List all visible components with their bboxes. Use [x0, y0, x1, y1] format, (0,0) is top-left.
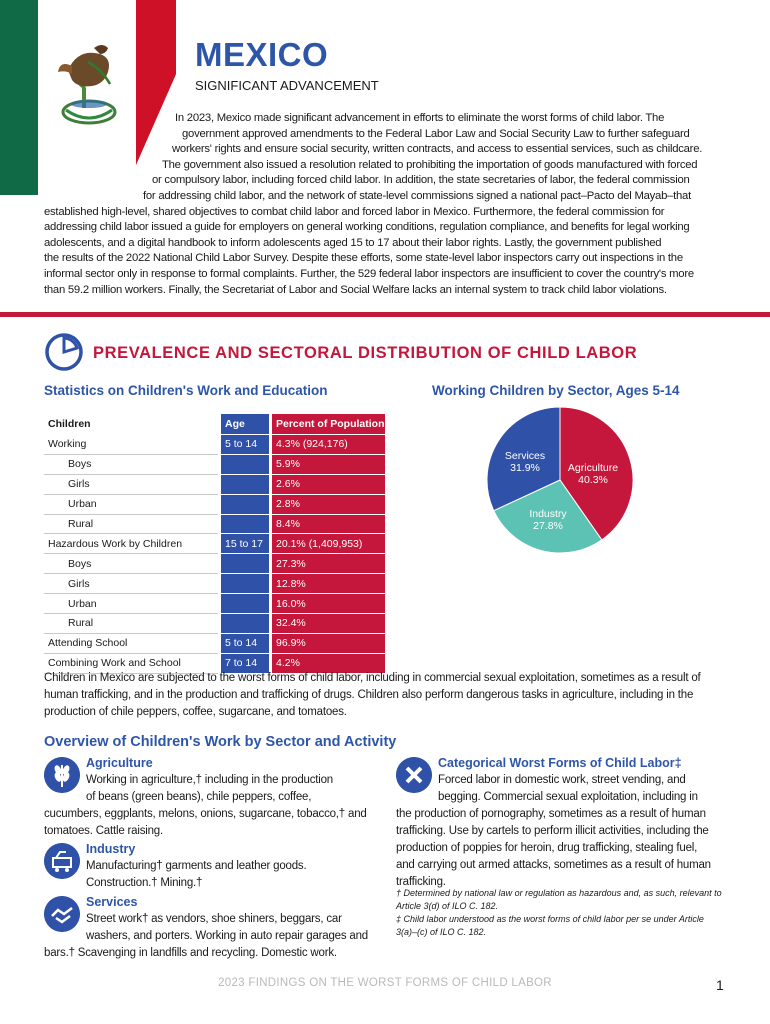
row-percent: 12.8% [272, 574, 385, 594]
services-label: Services [86, 895, 138, 909]
row-label: Hazardous Work by Children [44, 534, 218, 554]
row-label: Working [44, 435, 218, 455]
intro-line: informal sector only in response to formal complaints. Further, the 529 federal labor inspectors are insufficient to cover the country's more [44, 267, 694, 280]
footnote-line: ‡ Child labor understood as the worst forms of child labor per se under Article [396, 914, 704, 924]
row-age [221, 594, 269, 614]
x-mark-icon [396, 757, 432, 793]
table-row [44, 435, 385, 455]
intro-line: government approved amendments to the Federal Labor Law and Social Security Law to further safeguard [182, 127, 690, 140]
table-row [44, 534, 385, 554]
table-row [44, 514, 385, 534]
table-row [44, 574, 385, 594]
row-label: Girls [44, 474, 218, 494]
footnotes [396, 887, 726, 939]
agriculture-line: tomatoes. Cattle raising. [44, 825, 164, 837]
section-divider [0, 312, 770, 317]
services-line: bars.† Scavenging in landfills and recycling. Domestic work. [44, 947, 337, 959]
industry-label: Industry [86, 842, 136, 856]
row-age: 15 to 17 [221, 534, 269, 554]
table-row [44, 614, 385, 634]
row-percent: 96.9% [272, 633, 385, 653]
row-percent: 16.0% [272, 594, 385, 614]
row-label: Combining Work and School [44, 653, 218, 673]
agriculture-line: cucumbers, eggplants, melons, onions, sugarcane, tobacco,† and [44, 808, 367, 820]
factory-cart-icon [44, 843, 80, 879]
agriculture-line: Working in agriculture,† including in the production [86, 774, 334, 786]
row-percent: 5.9% [272, 454, 385, 474]
intro-line: adolescents, and a digital handbook to inform adolescents aged 15 to 17 about their labor rights. Lastly, the government published [44, 236, 662, 249]
row-label: Girls [44, 574, 218, 594]
categorical-label: Categorical Worst Forms of Child Labor‡ [438, 756, 682, 770]
row-percent: 4.2% [272, 653, 385, 673]
column-header-age: Age [221, 414, 269, 435]
pie-chart-title: Working Children by Sector, Ages 5-14 [432, 383, 680, 398]
table-row [44, 494, 385, 514]
table-row [44, 474, 385, 494]
intro-paragraph [44, 111, 724, 298]
country-title: MEXICO [195, 36, 329, 73]
overview-title: Overview of Children's Work by Sector and Activity [44, 734, 397, 750]
industry-line: Manufacturing† garments and leather goods. [86, 860, 307, 872]
intro-line: addressing child labor issued a guide for employers on general working conditions, regulation compliance, and benefits for legal working [44, 221, 690, 234]
categorical-line: the production of pornography, sometimes as a result of human [396, 808, 706, 820]
row-age [221, 614, 269, 634]
intro-line: In 2023, Mexico made significant advancement in efforts to eliminate the worst forms of child labor. The [175, 112, 665, 124]
categorical-line: and carrying out armed attacks, sometimes as a result of human [396, 859, 711, 871]
categorical-line: begging. Commercial sexual exploitation, including in [438, 791, 698, 803]
row-label: Boys [44, 454, 218, 474]
report-footer: 2023 FINDINGS ON THE WORST FORMS OF CHILD LABOR [218, 977, 552, 989]
table-row [44, 454, 385, 474]
row-age [221, 494, 269, 514]
categorical-line: trafficking. [396, 876, 446, 888]
intro-line: or compulsory labor, including forced child labor. In addition, the state secretaries of labor, the federal commission [152, 174, 690, 187]
row-percent: 8.4% [272, 514, 385, 534]
intro-line: the results of the 2022 National Child Labor Survey. Despite these efforts, some state-level labor inspectors carry out inspections in the [44, 252, 683, 265]
page-number: 1 [716, 977, 724, 993]
table-header-row [44, 414, 385, 435]
table-row [44, 554, 385, 574]
statistics-table [44, 414, 385, 674]
pie-label-industry: Industry [529, 508, 567, 520]
pie-label-agriculture: Agriculture [567, 462, 619, 474]
worst-forms-paragraph: Children in Mexico are subjected to the worst forms of child labor, including in commercial sexual exploitation, sometimes as a result of human trafficking, and in the production and trafficking of drugs. Children also perform dangerous tasks in agriculture, including in the production of chile peppers, coffee, sugarcane, and tomatoes. [44, 672, 701, 718]
row-age [221, 554, 269, 574]
footnote-line: † Determined by national law or regulation as hazardous and, as such, relevant to [396, 888, 722, 898]
footnote-line: Article 3(d) of ILO C. 182. [396, 901, 499, 911]
row-age [221, 574, 269, 594]
services-line: Street work† as vendors, shoe shiners, beggars, car [86, 913, 342, 925]
column-header-children: Children [48, 418, 91, 431]
pie-chart-icon [44, 332, 84, 372]
row-age [221, 514, 269, 534]
row-percent: 4.3% (924,176) [272, 435, 385, 455]
row-age: 7 to 14 [221, 653, 269, 673]
handshake-icon [44, 896, 80, 932]
row-label: Boys [44, 554, 218, 574]
categorical-line: production of poppies for heroin, drug trafficking, stealing fuel, [396, 842, 698, 854]
intro-line: established high-level, shared objectives to combat child labor and forced labor in Mexico. Furthermore, the federal commission for [44, 205, 665, 218]
pie-value-agriculture: 40.3% [578, 474, 608, 486]
pie-value-industry: 27.8% [533, 520, 563, 532]
pie-value-services: 31.9% [510, 462, 540, 474]
categorical-line: trafficking. Use by cartels to perform illicit activities, including the [396, 825, 709, 837]
row-percent: 2.8% [272, 494, 385, 514]
sector-pie-chart [485, 405, 635, 555]
row-label: Attending School [44, 633, 218, 653]
prevalence-section-title: PREVALENCE AND SECTORAL DISTRIBUTION OF CHILD LABOR [93, 344, 638, 362]
table-row [44, 633, 385, 653]
wheat-icon [44, 757, 80, 793]
row-label: Rural [44, 614, 218, 634]
row-age: 5 to 14 [221, 435, 269, 455]
row-age: 5 to 14 [221, 633, 269, 653]
row-age [221, 454, 269, 474]
statistics-title: Statistics on Children's Work and Education [44, 383, 328, 398]
pie-label-services: Services [504, 450, 546, 462]
row-percent: 27.3% [272, 554, 385, 574]
intro-line: for addressing child labor, and the network of state-level commissions signed a national pact–Pacto del Mayab–that [143, 189, 691, 202]
flag-green-stripe [0, 0, 38, 195]
services-line: washers, and porters. Working in auto repair garages and [86, 930, 368, 942]
industry-line: Construction.† Mining.† [86, 877, 203, 889]
statistics-table-body [44, 435, 385, 674]
row-percent: 2.6% [272, 474, 385, 494]
table-row [44, 594, 385, 614]
intro-line: The government also issued a resolution related to prohibiting the importation of goods manufactured with forced [162, 158, 698, 171]
categorical-line: Forced labor in domestic work, street vending, and [438, 774, 686, 786]
row-percent: 32.4% [272, 614, 385, 634]
row-label: Urban [44, 494, 218, 514]
row-age [221, 474, 269, 494]
row-label: Rural [44, 514, 218, 534]
agriculture-line: of beans (green beans), chile peppers, coffee, [86, 791, 312, 803]
column-header-percent: Percent of Population [272, 414, 385, 435]
row-label: Urban [44, 594, 218, 614]
assessment-level: SIGNIFICANT ADVANCEMENT [195, 78, 379, 93]
row-percent: 20.1% (1,409,953) [272, 534, 385, 554]
intro-line: workers' rights and ensure social security, written contracts, and access to essential services, such as childcare. [172, 143, 703, 156]
intro-line: than 59.2 million workers. Finally, the Secretariat of Labor and Social Welfare lacks an internal system to track child labor violations. [44, 283, 667, 296]
footnote-line: 3(a)–(c) of ILO C. 182. [396, 927, 487, 937]
agriculture-label: Agriculture [86, 756, 153, 770]
